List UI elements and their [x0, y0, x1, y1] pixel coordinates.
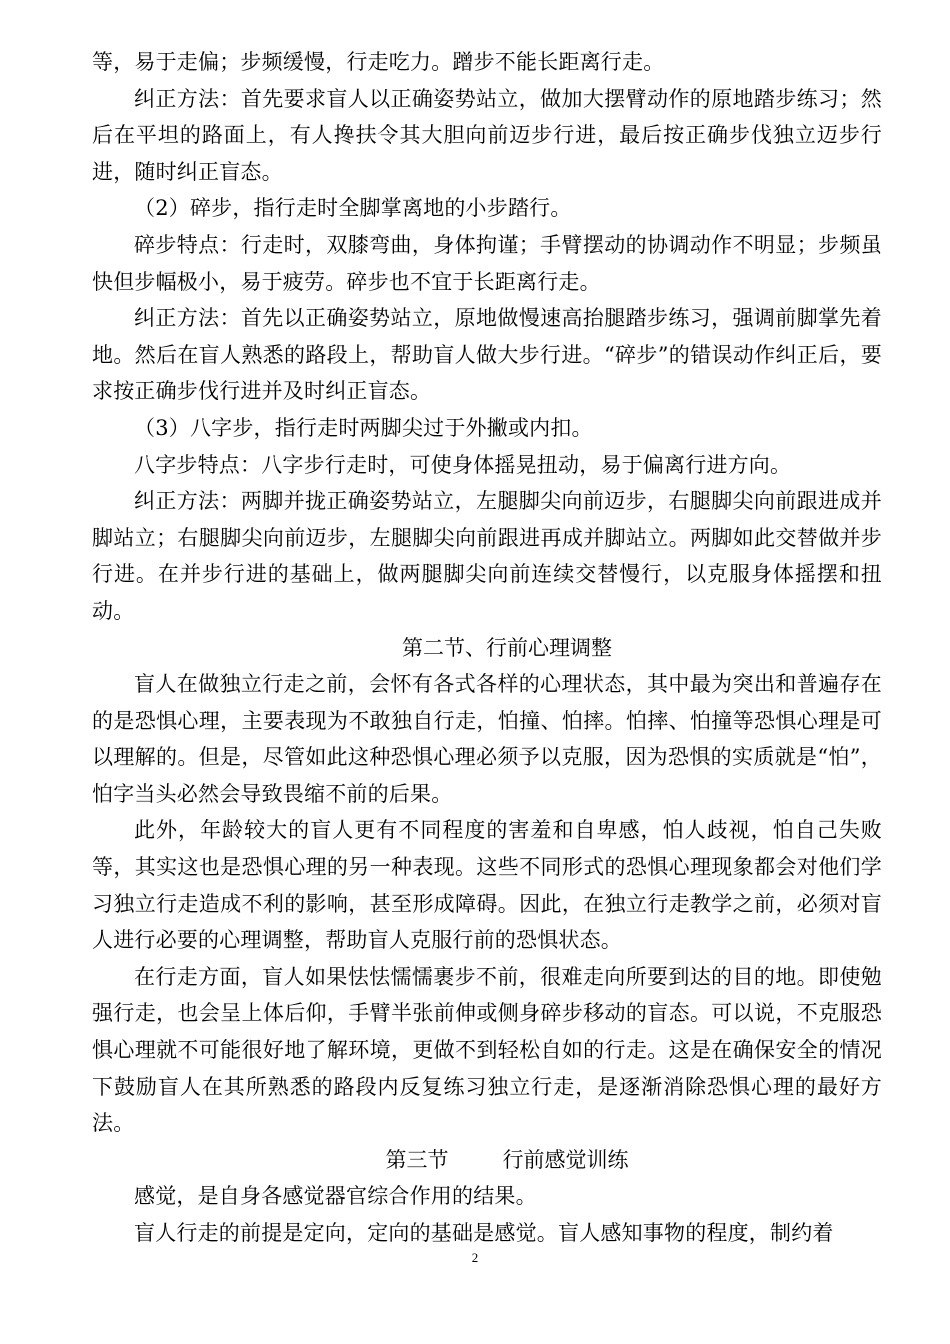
paragraph-walking-aspect: 在行走方面，盲人如果怯怯懦懦裹步不前，很难走向所要到达的目的地。即使勉强行走，也会呈上体后仰，手臂半张前伸或侧身碎步移动的盲态。可以说，不克服恐惧心理就不可能很好地了解环境，更做不到轻松自如的行走。这是在确保安全的情况下鼓励盲人在其所熟悉的路段内反复练习独立行走，是逐渐消除恐惧心理的最好方法。	[92, 964, 882, 1136]
section-heading-3	[92, 1142, 882, 1179]
section-heading-2: 第二节、行前心理调整	[402, 635, 612, 660]
page-body	[92, 44, 882, 1252]
paragraph-continuation: 等，易于走偏；步频缓慢，行走吃力。蹭步不能长距离行走。	[92, 50, 665, 74]
page-number: 2	[471, 1250, 479, 1265]
paragraph-suibu-features: 碎步特点：行走时，双膝弯曲，身体拘谨；手臂摆动的协调动作不明显；步频虽快但步幅极小，易于疲劳。碎步也不宜于长距离行走。	[92, 232, 882, 294]
item-bazibu: （3）八字步，指行走时两脚尖过于外撇或内扣。	[134, 415, 593, 440]
paragraph-bazibu-features: 八字步特点：八字步行走时，可使身体摇晃扭动，易于偏离行进方向。	[134, 452, 792, 477]
item-suibu: （2）碎步，指行走时全脚掌离地的小步踏行。	[134, 196, 572, 221]
paragraph-correction-method-1: 纠正方法：首先要求盲人以正确姿势站立，做加大摆臂动作的原地踏步练习；然后在平坦的路面上，有人搀扶令其大胆向前迈步行进，最后按正确步伐独立迈步行进，随时纠正盲态。	[92, 86, 882, 184]
section-heading-3-title: 行前感觉训练	[502, 1147, 629, 1172]
paragraph-sensation: 感觉，是自身各感觉器官综合作用的结果。	[134, 1184, 537, 1209]
paragraph-orientation: 盲人行走的前提是定向，定向的基础是感觉。盲人感知事物的程度，制约着	[134, 1221, 834, 1245]
paragraph-correction-method-2: 纠正方法：首先以正确姿势站立，原地做慢速高抬腿踏步练习，强调前脚掌先着地。然后在盲人熟悉的路段上，帮助盲人做大步行进。“碎步”的错误动作纠正后，要求按正确步伐行进并及时纠正盲态。	[92, 306, 882, 404]
paragraph-shyness: 此外，年龄较大的盲人更有不同程度的害羞和自卑感，怕人歧视，怕自己失败等，其实这也是恐惧心理的另一种表现。这些不同形式的恐惧心理现象都会对他们学习独立行走造成不利的影响，甚至形成障碍。因此，在独立行走教学之前，必须对盲人进行必要的心理调整，帮助盲人克服行前的恐惧状态。	[92, 818, 882, 953]
paragraph-correction-method-3: 纠正方法：两脚并拢正确姿势站立，左腿脚尖向前迈步，右腿脚尖向前跟进成并脚站立；右腿脚尖向前迈步，左腿脚尖向前跟进再成并脚站立。两脚如此交替做并步行进。在并步行进的基础上，做两腿脚尖向前连续交替慢行，以克服身体摇摆和扭动。	[92, 489, 882, 623]
section-heading-3-number: 第三节	[385, 1147, 449, 1172]
paragraph-fear-psychology: 盲人在做独立行走之前，会怀有各式各样的心理状态，其中最为突出和普遍存在的是恐惧心理，主要表现为不敢独自行走，怕撞、怕摔。怕摔、怕撞等恐惧心理是可以理解的。但是，尽管如此这种恐惧心理必须予以克服，因为恐惧的实质就是“怕”，怕字当头必然会导致畏缩不前的后果。	[92, 672, 882, 806]
